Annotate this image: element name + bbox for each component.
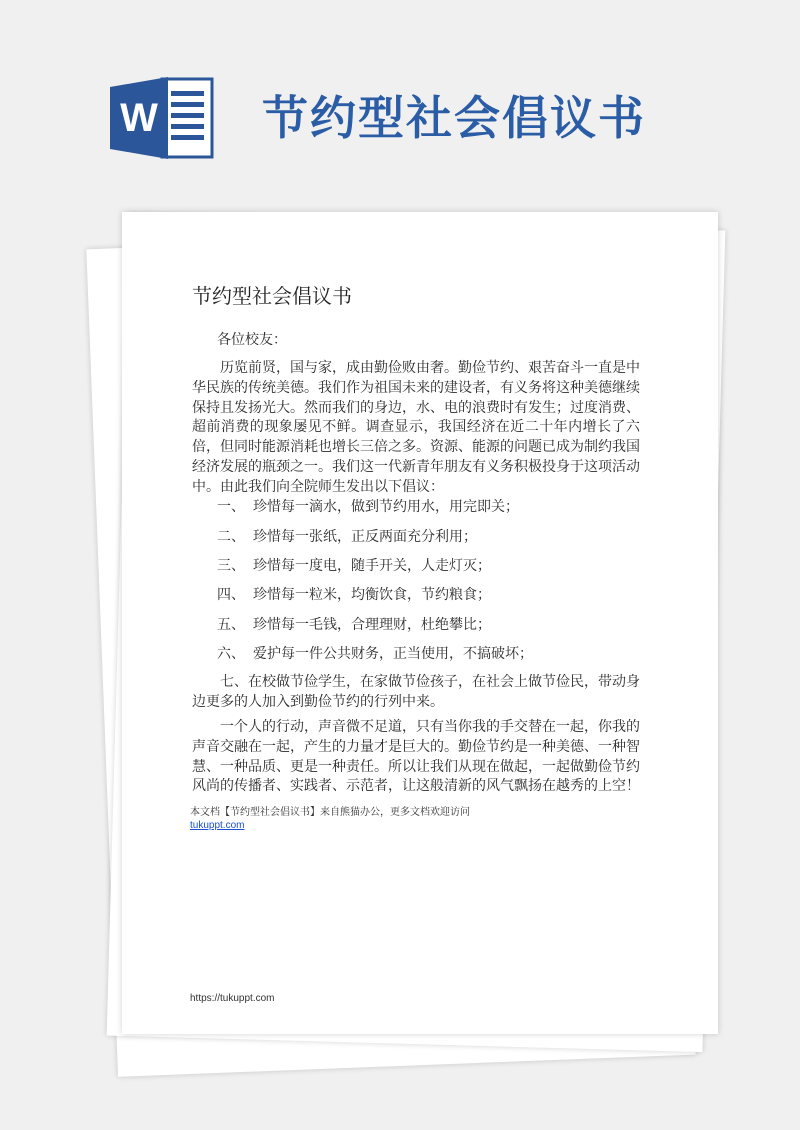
item-number: 一、 xyxy=(217,499,245,515)
closing-paragraph: 一个人的行动，声音微不足道，只有当你我的手交替在一起，你我的声音交融在一起，产生的力量才是巨大的。勤俭节约是一种美德、一种智慧、一种品质、更是一种责任。所以让我们从现在做起，一起做勤俭节约风尚的传播者、实践者、示范者，让这般清新的风气飘扬在越秀的上空！ xyxy=(192,719,640,795)
item-text: 珍惜每一毛钱，合理理财，杜绝攀比； xyxy=(253,617,491,633)
seventh-item-paragraph: 七、在校做节俭学生，在家做节俭孩子，在社会上做节俭民，带动身边更多的人加入到勤俭节约的行列中来。 xyxy=(192,674,640,710)
proposal-item xyxy=(217,527,477,547)
proposal-item xyxy=(217,615,491,635)
item-text: 爱护每一件公共财务，正当使用，不搞破坏； xyxy=(253,646,533,662)
item-text: 珍惜每一粒米，均衡饮食，节约粮食； xyxy=(253,587,491,603)
intro-paragraph: 历览前贤，国与家，成由勤俭败由奢。勤俭节约、艰苦奋斗一直是中华民族的传统美德。我们作为祖国未来的建设者，有义务将这种美德继续保持且发扬光大。然而我们的身边，水、电的浪费时有发生；过度消费、超前消费的现象屡见不鲜。调查显示，我国经济在近二十年内增长了六倍，但同时能源消耗也增长三倍之多。资源、能源的问题已成为制约我国经济发展的瓶颈之一。我们这一代新青年朋友有义务积极投身于这项活动中。由此我们向全院师生发出以下倡议： xyxy=(192,360,640,495)
word-logo-letter: W xyxy=(120,96,158,140)
word-document-icon xyxy=(110,77,214,159)
item-text: 珍惜每一滴水，做到节约用水，用完即关； xyxy=(253,499,519,515)
source-link[interactable]: tukuppt.com xyxy=(190,820,245,831)
item-number: 二、 xyxy=(217,529,245,545)
source-note: 本文档【节约型社会倡议书】来自熊猫办公，更多文档欢迎访问 xyxy=(190,807,470,818)
proposal-item xyxy=(217,585,491,605)
proposal-item xyxy=(217,644,533,664)
banner-title: 节约型社会倡议书 xyxy=(262,91,646,145)
item-number: 五、 xyxy=(217,617,245,633)
proposal-item xyxy=(217,556,491,576)
salutation: 各位校友： xyxy=(217,332,287,348)
proposal-item xyxy=(217,497,519,517)
item-number: 四、 xyxy=(217,587,245,603)
item-number: 三、 xyxy=(217,558,245,574)
item-text: 珍惜每一张纸，正反两面充分利用； xyxy=(253,529,477,545)
page-footer-url: https://tukuppt.com xyxy=(190,993,275,1004)
item-text: 珍惜每一度电，随手开关，人走灯灭； xyxy=(253,558,491,574)
item-number: 六、 xyxy=(217,646,245,662)
document-title: 节约型社会倡议书 xyxy=(192,284,352,308)
